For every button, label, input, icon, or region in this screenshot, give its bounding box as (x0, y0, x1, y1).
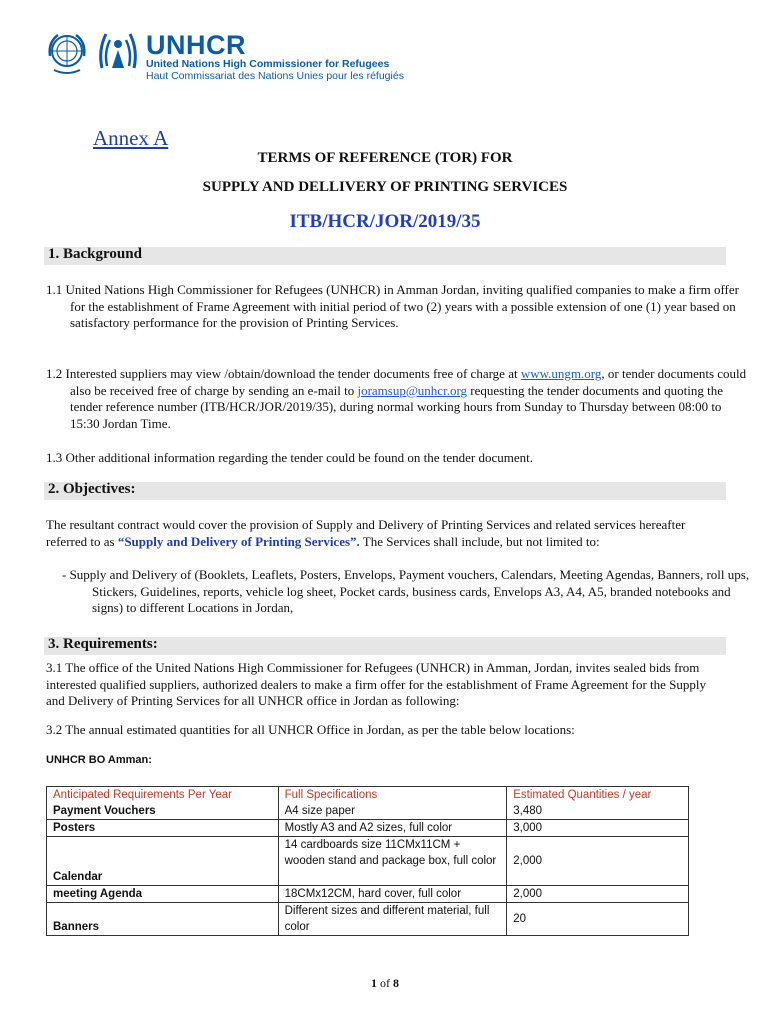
page-current: 1 (371, 976, 377, 990)
paragraph-2-1 (46, 517, 726, 550)
table-cell-item: Payment Vouchers (47, 803, 279, 820)
paragraph-2-1-text-a: The resultant contract would cover the provision of Supply and Delivery of Printing Services and related services hereafter referred to as (46, 517, 686, 549)
paragraph-3-1: 3.1 The office of the United Nations High Commissioner for Refugees (UNHCR) in Amman, Jordan, invites sealed bids from interested qualified suppliers, authorized dealers to make a firm offer for the establishment of Frame Agreement for the Supply and Delivery of Printing Services for all UNHCR office in Jordan as following: (46, 660, 707, 708)
table-cell-item: Posters (47, 820, 279, 837)
annex-label: Annex A (93, 126, 169, 150)
un-emblem-icon (44, 30, 90, 76)
section-heading-requirements: 3. Requirements: (48, 636, 158, 652)
paragraph-1-2 (46, 366, 750, 432)
paragraph-3-2: 3.2 The annual estimated quantities for all UNHCR Office in Jordan, as per the table below locations: (46, 722, 575, 737)
table-cell-spec: Mostly A3 and A2 sizes, full color (278, 820, 507, 837)
table-cell-item: Banners (47, 903, 279, 936)
paragraph-1-3: 1.3 Other additional information regarding the tender could be found on the tender document. (46, 450, 533, 465)
table-cell-spec: A4 size paper (278, 803, 507, 820)
table-cell-qty: 3,000 (507, 820, 689, 837)
table-header-specifications: Full Specifications (278, 787, 507, 804)
table-row (47, 903, 689, 936)
objectives-bullet: - Supply and Delivery of (Booklets, Leaflets, Posters, Envelops, Payment vouchers, Calendars, Meeting Agendas, Banners, roll ups, Stickers, Guidelines, reports, vehicle log sheet, Pocket cards, business cards, Envelops A3, A4, A5, branded notebooks and signs) to different Locations in Jordan, (62, 567, 750, 615)
table-cell-spec: Different sizes and different material, full color (278, 903, 507, 936)
header-logo (44, 28, 404, 82)
section-bar-objectives (44, 482, 726, 500)
section-bar-background (44, 247, 726, 265)
section-heading-background: 1. Background (48, 246, 142, 262)
table-row (47, 837, 689, 886)
table-header-quantities: Estimated Quantities / year (507, 787, 689, 804)
table-row (47, 886, 689, 903)
org-subtitle-fr: Haut Commissariat des Nations Unies pour les réfugiés (146, 70, 404, 82)
table-cell-item: meeting Agenda (47, 886, 279, 903)
org-subtitle-en: United Nations High Commissioner for Refugees (146, 58, 390, 70)
page-total: 8 (393, 976, 399, 990)
requirements-table (46, 786, 689, 936)
paragraph-1-1: 1.1 United Nations High Commissioner for Refugees (UNHCR) in Amman Jordan, inviting qualified companies to make a firm offer for the establishment of Frame Agreement with initial period of two (2) years with a possible extension of one (1) year based on satisfactory performance for the provision of Printing Services. (46, 282, 739, 330)
table-header-row (47, 787, 689, 804)
table-cell-qty: 2,000 (507, 886, 689, 903)
tender-reference: ITB/HCR/JOR/2019/35 (289, 211, 481, 232)
paragraph-1-2-text-c: requesting the tender documents and quoting the tender reference number (ITB/HCR/JOR/2019/35), during normal working hours from Sunday to Thursday between 08:00 to 15:30 Jordan Time. (70, 382, 724, 431)
table-cell-qty: 2,000 (507, 837, 689, 886)
table-cell-spec: 18CMx12CM, hard cover, full color (278, 886, 507, 903)
table-cell-qty: 3,480 (507, 803, 689, 820)
paragraph-1-2-text-a: 1.2 Interested suppliers may view /obtain/download the tender documents free of charge at (46, 366, 521, 381)
title-line-1: TERMS OF REFERENCE (TOR) FOR (257, 150, 513, 166)
table-cell-spec: 14 cardboards size 11CMx11CM + wooden stand and package box, full color (278, 837, 507, 886)
title-line-2: SUPPLY AND DELLIVERY OF PRINTING SERVICES (202, 179, 568, 195)
services-highlight: “Supply and Delivery of Printing Services”. (117, 533, 360, 549)
table-title: UNHCR BO Amman: (46, 754, 152, 766)
email-link[interactable]: joramsup@unhcr.org (357, 382, 468, 398)
page-number (0, 976, 770, 991)
section-heading-objectives: 2. Objectives: (48, 481, 136, 497)
page-of: of (380, 976, 390, 990)
table-cell-qty: 20 (507, 903, 689, 936)
table-row (47, 820, 689, 837)
paragraph-1-2-text-b: , or tender documents could also be received free of charge by sending an e-mail to (70, 366, 747, 398)
unhcr-hands-logo-icon (94, 28, 142, 76)
ungm-link[interactable]: www.ungm.org (520, 366, 602, 381)
table-header-requirements: Anticipated Requirements Per Year (47, 787, 279, 804)
table-cell-item: Calendar (47, 837, 279, 886)
table-row (47, 803, 689, 820)
org-name: UNHCR (146, 30, 246, 60)
paragraph-2-1-text-b: The Services shall include, but not limited to: (359, 533, 600, 549)
